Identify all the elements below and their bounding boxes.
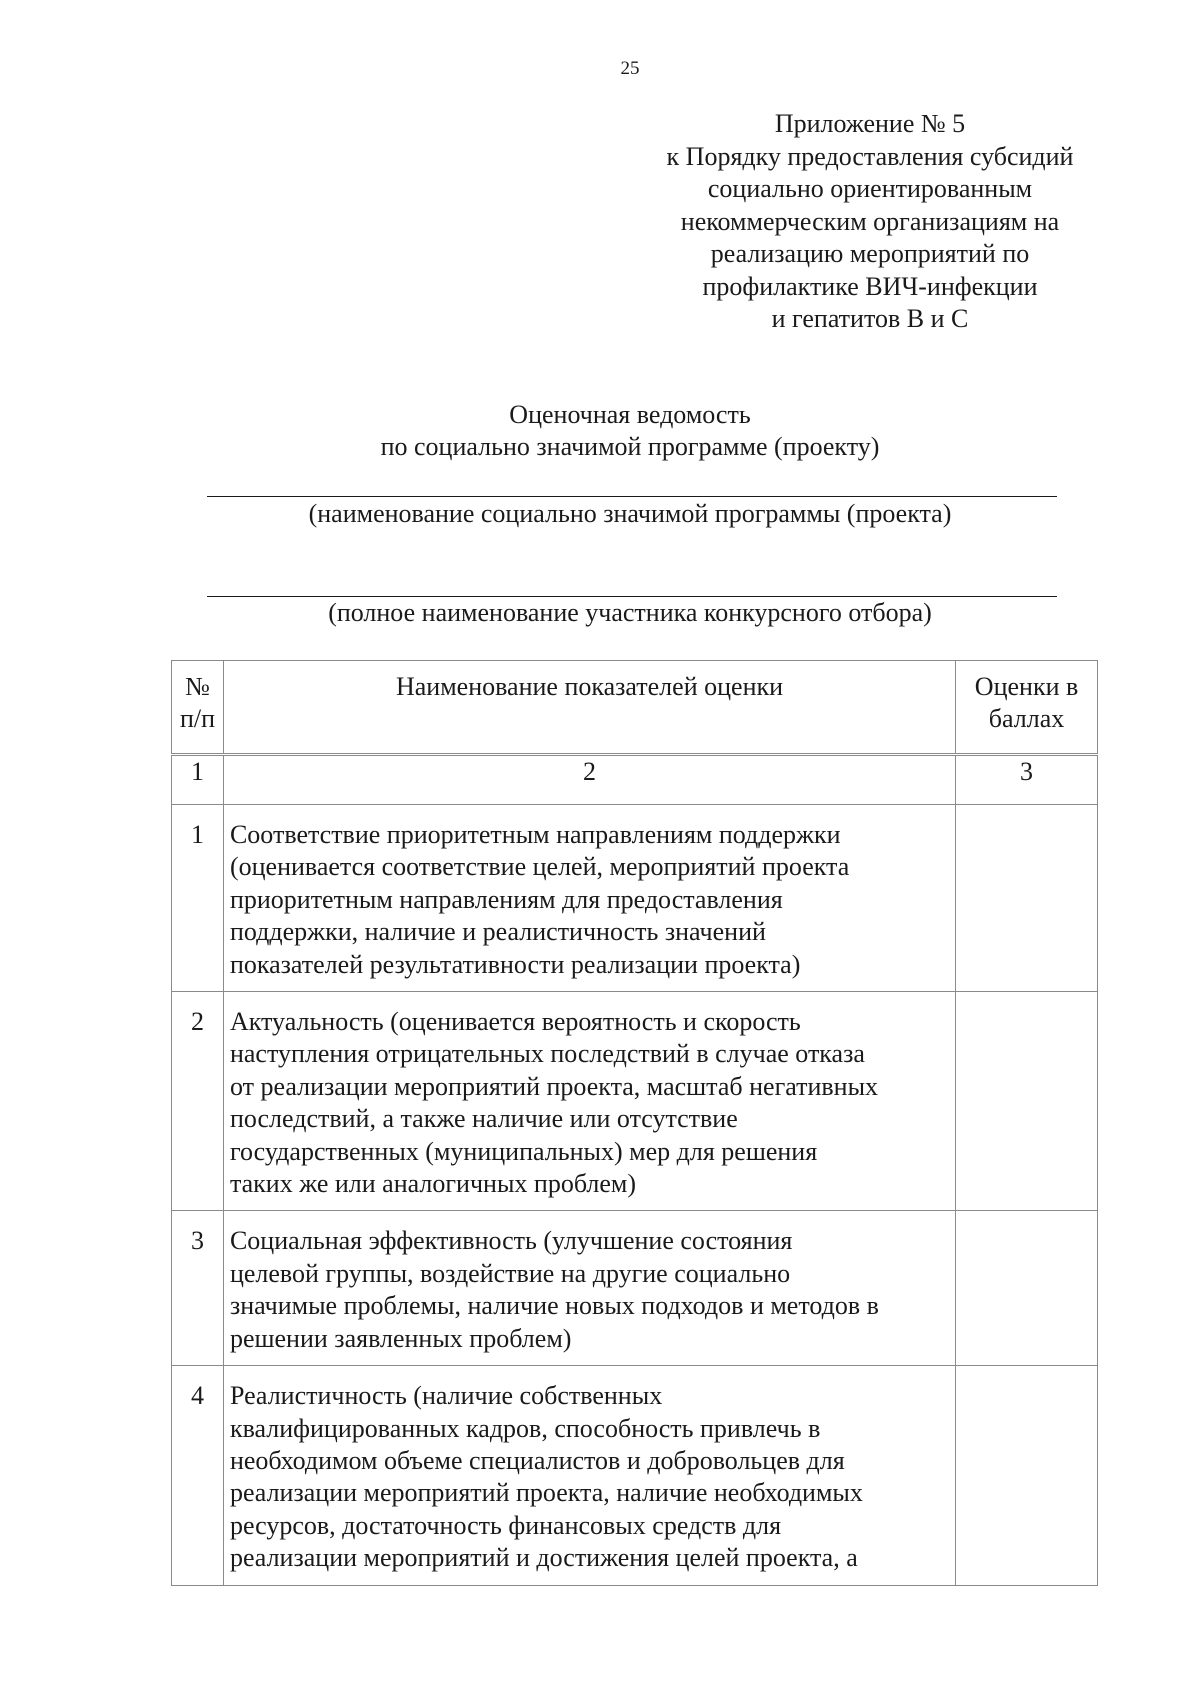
indicator-line: государственных (муниципальных) мер для решения (229, 1136, 818, 1166)
row-number: 4 (172, 1366, 224, 1585)
indicator-description (223, 1366, 955, 1585)
indicator-line: целевой группы, воздействие на другие социально (229, 1258, 791, 1288)
evaluation-table (171, 660, 1098, 1586)
document-subtitle-line: по социально значимой программе (проекту) (380, 432, 880, 461)
indicator-line: Реалистичность (наличие собственных (229, 1381, 663, 1411)
indicator-line: последствий, а также наличие или отсутствие (229, 1104, 738, 1134)
appendix-line: реализацию мероприятий по (710, 239, 1030, 268)
table-row (172, 805, 1098, 992)
indicator-line: Актуальность (оценивается вероятность и скорость (229, 1007, 801, 1037)
document-title (180, 399, 1080, 463)
indicator-line: от реализации мероприятий проекта, масштаб негативных (229, 1071, 879, 1101)
score-cell (956, 805, 1098, 992)
score-cell (956, 1211, 1098, 1366)
appendix-line: и гепатитов В и С (771, 304, 969, 333)
column-number: 1 (172, 755, 224, 805)
header-number: № п/п (172, 661, 224, 755)
indicator-line: (оценивается соответствие целей, мероприятий проекта (229, 852, 850, 882)
indicator-line: поддержки, наличие и реалистичность значений (229, 917, 766, 947)
indicator-description (223, 805, 955, 992)
indicator-line: квалифицированных кадров, способность привлечь в (229, 1413, 821, 1443)
table-header-row (172, 661, 1098, 755)
column-number-row (172, 755, 1098, 805)
appendix-line: социально ориентированным (707, 174, 1033, 203)
appendix-line: некоммерческим организациям на (680, 206, 1060, 236)
page-number: 25 (620, 58, 640, 79)
score-cell (956, 992, 1098, 1211)
table-row (172, 1211, 1098, 1366)
indicator-description (223, 992, 955, 1211)
row-number: 3 (172, 1211, 224, 1366)
indicator-line: таких же или аналогичных проблем) (229, 1169, 637, 1199)
indicator-line: приоритетным направлениям для предоставления (229, 884, 783, 914)
table-row (172, 1366, 1098, 1585)
indicator-line: решении заявленных проблем) (229, 1323, 572, 1353)
row-number: 2 (172, 992, 224, 1211)
indicator-line: ресурсов, достаточность финансовых средств для (229, 1510, 782, 1540)
appendix-line: профилактике ВИЧ-инфекции (702, 271, 1038, 301)
indicator-line: Социальная эффективность (улучшение состояния (229, 1226, 793, 1256)
header-score: Оценки в баллах (956, 661, 1098, 755)
appendix-line: к Порядку предоставления субсидий (666, 141, 1074, 171)
indicator-line: показателей результативности реализации проекта) (229, 949, 801, 979)
column-number: 3 (956, 755, 1098, 805)
table-row (172, 992, 1098, 1211)
indicator-line: реализации мероприятий проекта, наличие необходимых (229, 1478, 863, 1508)
document-title-line: Оценочная ведомость (509, 400, 751, 429)
row-number: 1 (172, 805, 224, 992)
indicator-line: реализации мероприятий и достижения целей проекта, а (229, 1543, 858, 1573)
indicator-line: значимые проблемы, наличие новых подходов и методов в (229, 1291, 879, 1321)
indicator-line: наступления отрицательных последствий в случае отказа (229, 1039, 865, 1069)
indicator-description (223, 1211, 955, 1366)
header-indicator-name: Наименование показателей оценки (223, 661, 955, 755)
indicator-line: Соответствие приоритетным направлениям поддержки (229, 820, 841, 849)
appendix-line: Приложение № 5 (774, 109, 966, 138)
indicator-line: необходимом объеме специалистов и добровольцев для (229, 1445, 845, 1475)
participant-name-caption: (полное наименование участника конкурсного отбора) (328, 598, 932, 627)
program-name-caption: (наименование социально значимой программы (проекта) (308, 499, 952, 528)
score-cell (956, 1366, 1098, 1585)
column-number: 2 (223, 755, 955, 805)
appendix-heading (620, 108, 1120, 336)
program-name-blank-line (207, 496, 1057, 497)
